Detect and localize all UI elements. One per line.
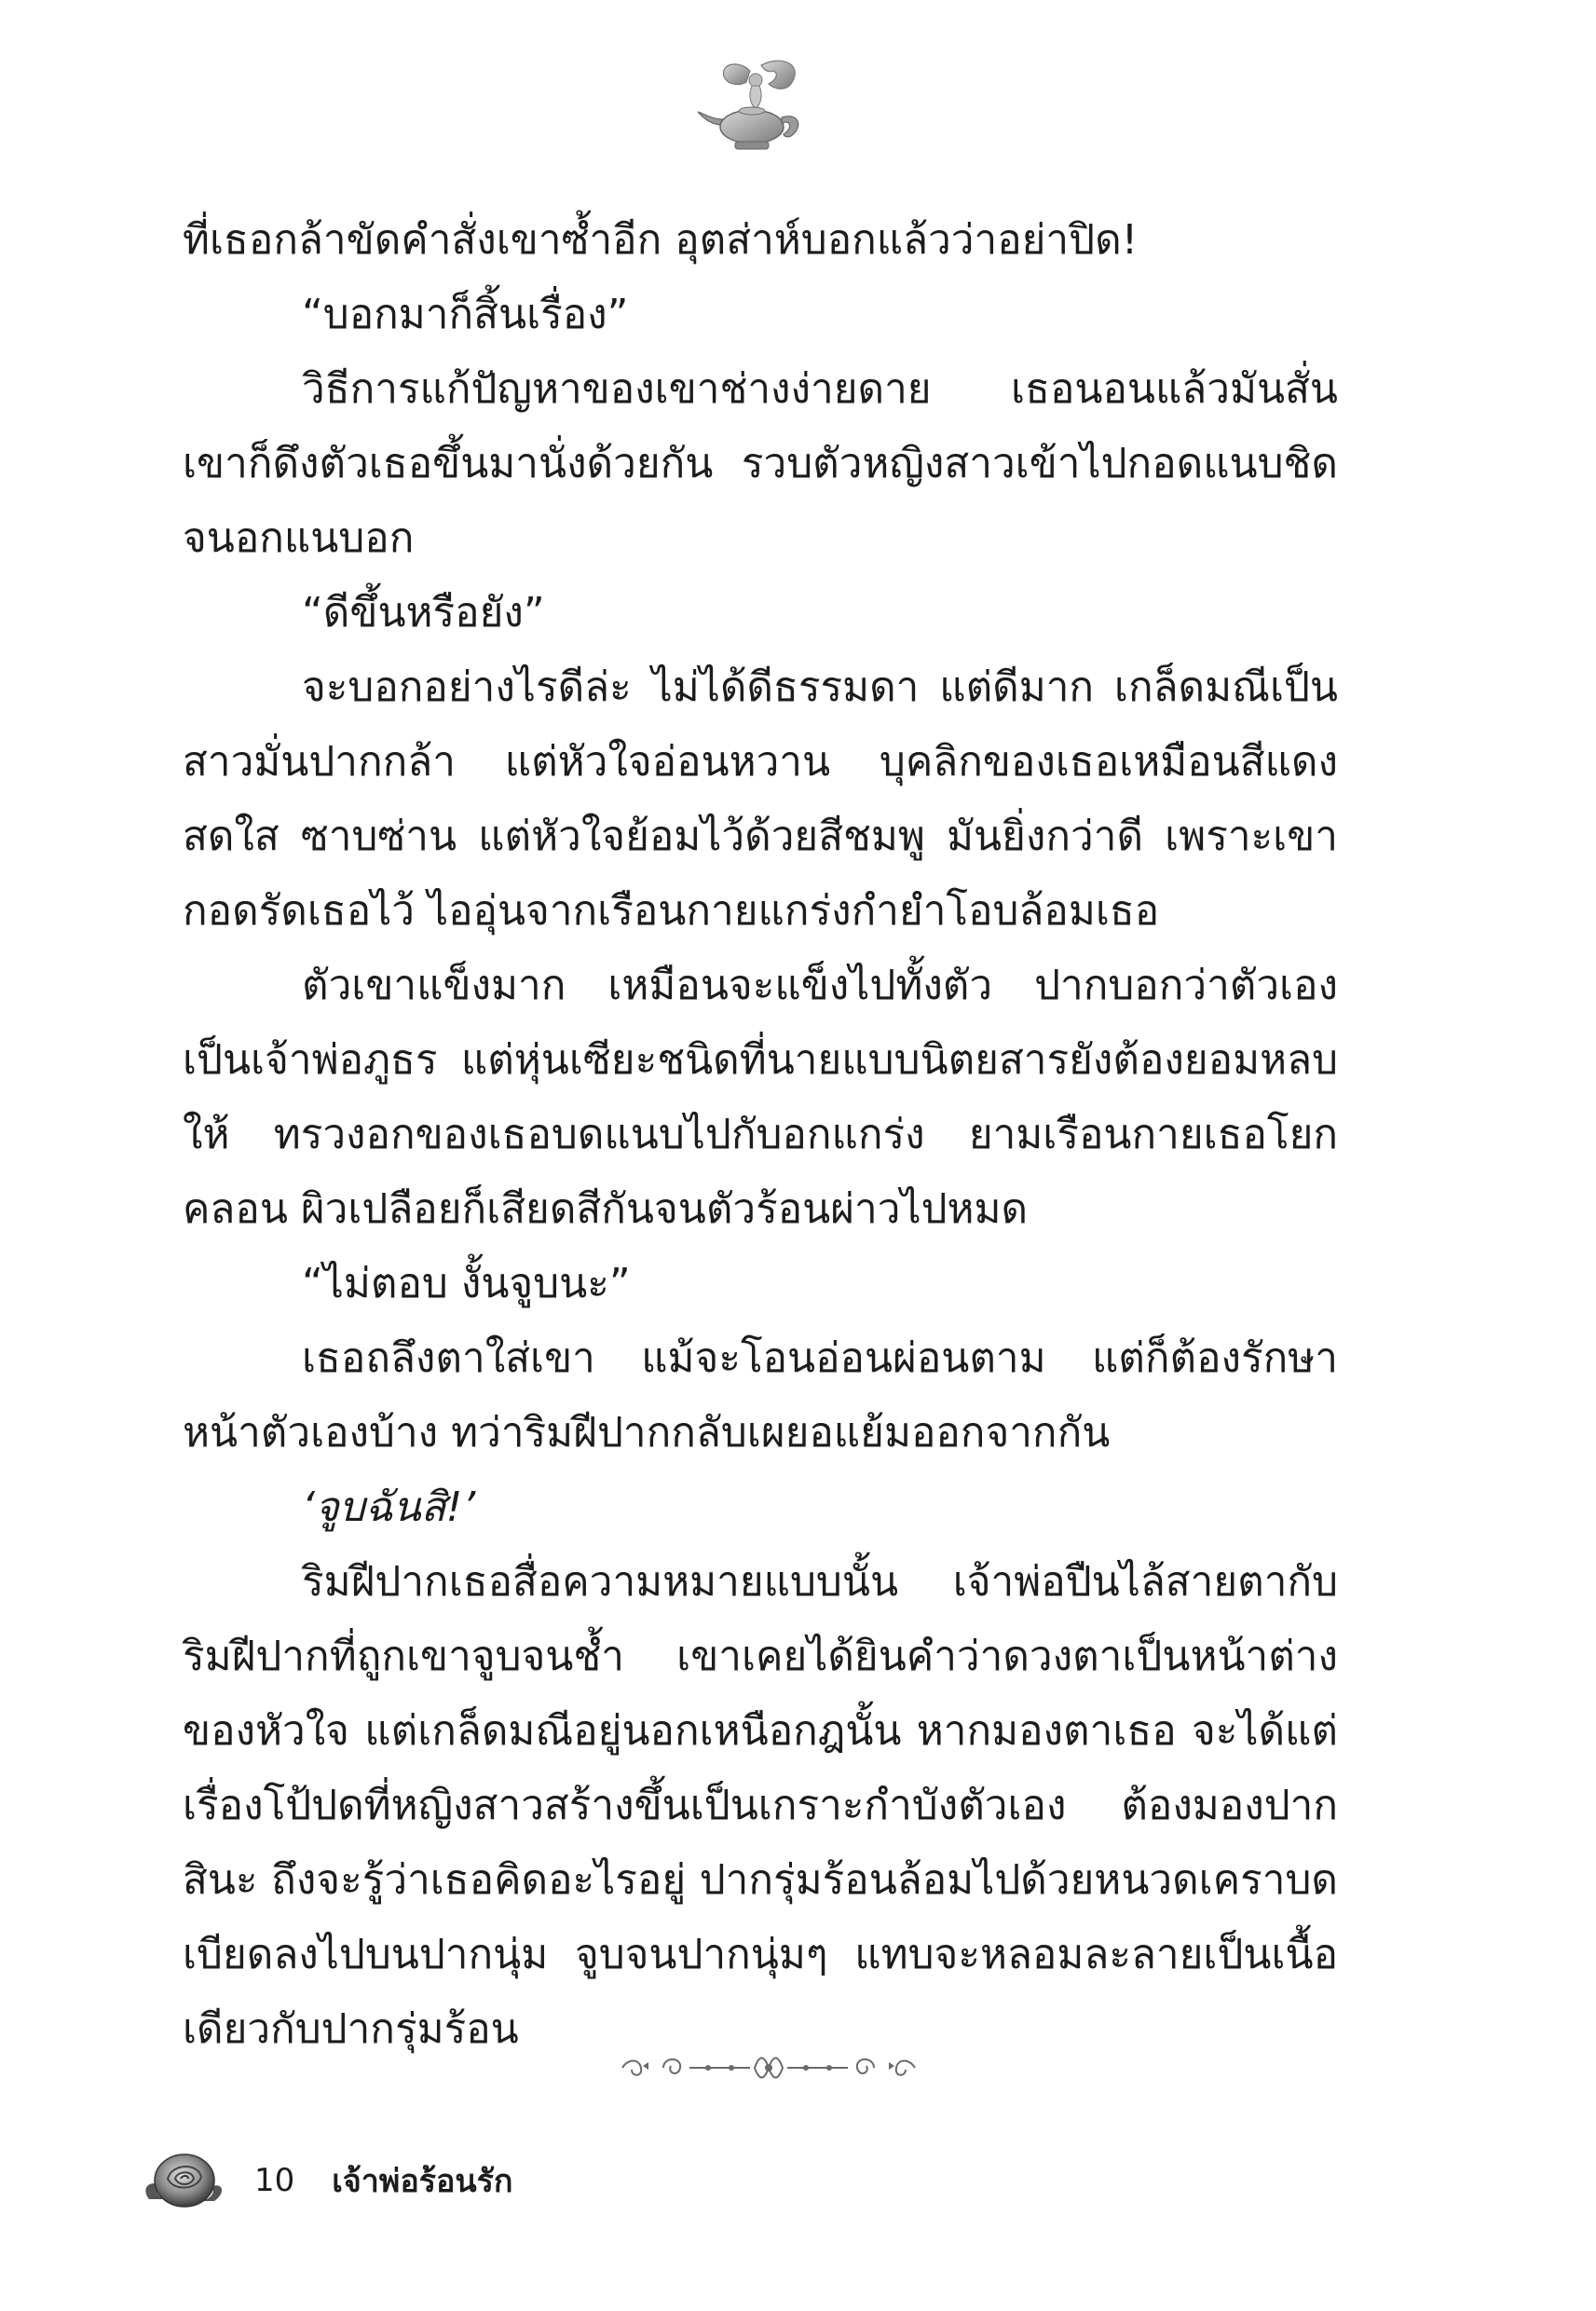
paragraph: “ไม่ตอบ งั้นจูบนะ” — [302, 1260, 631, 1307]
rose-icon — [140, 2143, 228, 2218]
paragraph: ‘จูบฉันสิ!’ — [302, 1484, 476, 1531]
teapot-fairy-icon — [694, 58, 815, 156]
paragraph: ตัวเขาแข็งมาก เหมือนจะแข็งไปทั้งตัว ปากบอกว่าตัวเองเป็นเจ้าพ่อภูธร แต่หุ่นเซียะชนิดที่นายแบบนิตยสารยังต้องยอมหลบให้ ทรวงอกของเธอบดแนบไปกับอกแกร่ง ยามเรือนกายเธอโยกคลอน ผิวเปลือยก็เสียดสีกันจนตัวร้อนผ่าวไปหมด — [183, 962, 1338, 1233]
paragraph: วิธีการแก้ปัญหาของเขาช่างง่ายดาย เธอนอนแล้วมันสั่น เขาก็ดึงตัวเธอขึ้นมานั่งด้วยกัน รวบตัวหญิงสาวเข้าไปกอดแนบชิดจนอกแนบอก — [183, 365, 1338, 562]
page-footer — [140, 2134, 513, 2227]
page-number: 10 — [254, 2162, 295, 2199]
paragraph: “บอกมาก็สิ้นเรื่อง” — [302, 291, 629, 338]
body-text — [183, 203, 1338, 2067]
book-title: เจ้าพ่อร้อนรัก — [332, 2163, 513, 2200]
paragraph: ที่เธอกล้าขัดคำสั่งเขาซ้ำอีก อุตส่าห์บอกแล้วว่าอย่าปิด! — [183, 216, 1139, 264]
scroll-divider-icon — [615, 2045, 922, 2090]
paragraph: เธอถลึงตาใส่เขา แม้จะโอนอ่อนผ่อนตาม แต่ก็ต้องรักษาหน้าตัวเองบ้าง ทว่าริมฝีปากกลับเผยอแย้มออกจากกัน — [183, 1334, 1338, 1456]
paragraph: จะบอกอย่างไรดีล่ะ ไม่ได้ดีธรรมดา แต่ดีมาก เกล็ดมณีเป็นสาวมั่นปากกล้า แต่หัวใจอ่อนหวาน บุคลิกของเธอเหมือนสีแดงสดใส ซาบซ่าน แต่หัวใจย้อมไว้ด้วยสีชมพู มันยิ่งกว่าดี เพราะเขากอดรัดเธอไว้ ไออุ่นจากเรือนกายแกร่งกำยำโอบล้อมเธอ — [183, 663, 1338, 935]
paragraph: ริมฝีปากเธอสื่อความหมายแบบนั้น เจ้าพ่อปืนไล้สายตากับริมฝีปากที่ถูกเขาจูบจนช้ำ เขาเคยได้ยินคำว่าดวงตาเป็นหน้าต่างของหัวใจ แต่เกล็ดมณีอยู่นอกเหนือกฎนั้น หากมองตาเธอ จะได้แต่เรื่องโป้ปดที่หญิงสาวสร้างขึ้นเป็นเกราะกำบังตัวเอง ต้องมองปากสินะ ถึงจะรู้ว่าเธอคิดอะไรอยู่ ปากรุ่มร้อนล้อมไปด้วยหนวดเคราบดเบียดลงไปบนปากนุ่ม จูบจนปากนุ่มๆ แทบจะหลอมละลายเป็นเนื้อเดียวกับปากรุ่มร้อน — [183, 1558, 1338, 2053]
paragraph: “ดีขึ้นหรือยัง” — [302, 589, 545, 636]
